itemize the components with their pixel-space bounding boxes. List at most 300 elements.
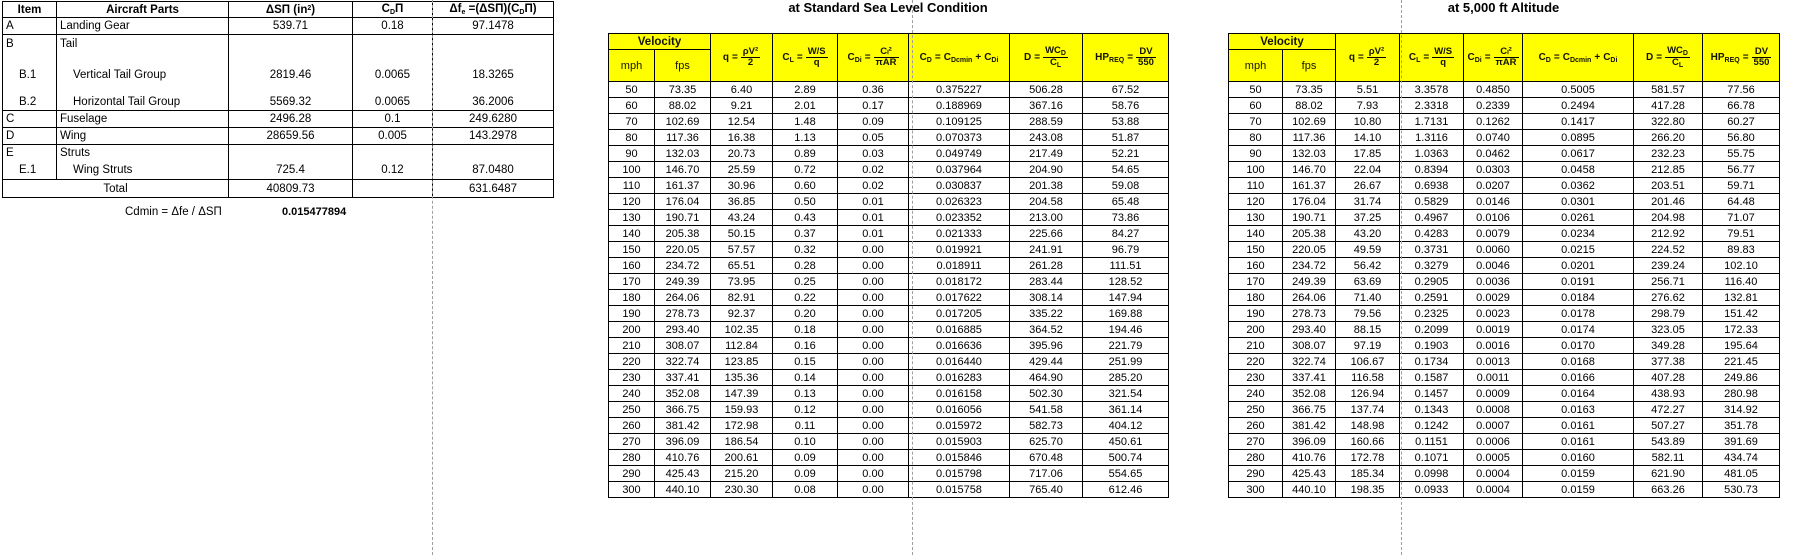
cell[interactable]: 0.0060 — [1464, 242, 1523, 258]
cell[interactable]: 0.2591 — [1400, 290, 1464, 306]
cell[interactable]: 26.67 — [1336, 178, 1400, 194]
col-header-fps[interactable]: fps — [1283, 50, 1336, 82]
cell[interactable]: 203.51 — [1634, 178, 1703, 194]
cell[interactable]: 314.92 — [1703, 402, 1780, 418]
cell[interactable]: 161.37 — [655, 178, 711, 194]
cell[interactable]: 240 — [609, 386, 655, 402]
cell[interactable]: 198.35 — [1336, 482, 1400, 498]
cell[interactable]: 0.109125 — [909, 114, 1010, 130]
cell[interactable]: 161.37 — [1283, 178, 1336, 194]
cell[interactable]: 0.0617 — [1523, 146, 1634, 162]
cell[interactable]: 49.59 — [1336, 242, 1400, 258]
cell[interactable]: 278.73 — [1283, 306, 1336, 322]
cell[interactable]: 352.08 — [1283, 386, 1336, 402]
cell[interactable]: 71.40 — [1336, 290, 1400, 306]
cell[interactable]: 0.00 — [838, 418, 909, 434]
cell[interactable]: 0.00 — [838, 354, 909, 370]
cell[interactable]: 195.64 — [1703, 338, 1780, 354]
col-header-aircraft-parts[interactable]: Aircraft Parts — [57, 2, 229, 18]
cell[interactable]: 234.72 — [1283, 258, 1336, 274]
cell[interactable]: 0.03 — [838, 146, 909, 162]
cell[interactable]: 0.0234 — [1523, 226, 1634, 242]
cell[interactable]: 0.018172 — [909, 274, 1010, 290]
part-cell[interactable]: Fuselage — [57, 111, 229, 128]
cell[interactable]: 53.88 — [1083, 114, 1169, 130]
cell[interactable]: 73.35 — [1283, 82, 1336, 98]
cd-cell[interactable]: 0.1 — [353, 111, 433, 128]
cell[interactable]: 0.0895 — [1523, 130, 1634, 146]
cell[interactable]: 210 — [609, 338, 655, 354]
cell[interactable]: 276.62 — [1634, 290, 1703, 306]
cell[interactable]: 31.74 — [1336, 194, 1400, 210]
cell[interactable]: 67.52 — [1083, 82, 1169, 98]
cell[interactable]: 381.42 — [1283, 418, 1336, 434]
cell[interactable]: 204.98 — [1634, 210, 1703, 226]
cell[interactable]: 322.74 — [655, 354, 711, 370]
cell[interactable]: 0.0303 — [1464, 162, 1523, 178]
cell[interactable]: 58.76 — [1083, 98, 1169, 114]
cell[interactable]: 0.0019 — [1464, 322, 1523, 338]
item-cell[interactable]: E — [3, 145, 57, 162]
cell[interactable]: 0.021333 — [909, 226, 1010, 242]
cell[interactable]: 0.43 — [773, 210, 838, 226]
cell[interactable]: 293.40 — [1283, 322, 1336, 338]
cell[interactable]: 0.72 — [773, 162, 838, 178]
cell[interactable]: 90 — [1229, 146, 1283, 162]
cell[interactable]: 582.11 — [1634, 450, 1703, 466]
cell[interactable]: 0.0174 — [1523, 322, 1634, 338]
cell[interactable]: 0.00 — [838, 258, 909, 274]
cell[interactable]: 9.21 — [711, 98, 773, 114]
cell[interactable]: 0.1242 — [1400, 418, 1464, 434]
cell[interactable]: 337.41 — [655, 370, 711, 386]
cell[interactable]: 264.06 — [655, 290, 711, 306]
cell[interactable]: 172.33 — [1703, 322, 1780, 338]
part-cell[interactable]: Horizontal Tail Group — [57, 84, 229, 111]
cell[interactable]: 0.00 — [838, 370, 909, 386]
cell[interactable]: 0.89 — [773, 146, 838, 162]
cell[interactable]: 0.22 — [773, 290, 838, 306]
cell[interactable]: 250 — [1229, 402, 1283, 418]
cell[interactable]: 215.20 — [711, 466, 773, 482]
cell[interactable]: 0.3279 — [1400, 258, 1464, 274]
cell[interactable]: 0.32 — [773, 242, 838, 258]
cell[interactable]: 500.74 — [1083, 450, 1169, 466]
cell[interactable]: 0.0011 — [1464, 370, 1523, 386]
col-header-d[interactable]: D = $\frac{WC_D}{C_L}$ — [1634, 34, 1703, 82]
cell[interactable]: 293.40 — [655, 322, 711, 338]
cell[interactable]: 221.79 — [1083, 338, 1169, 354]
cell[interactable]: 146.70 — [655, 162, 711, 178]
cell[interactable]: 0.00 — [838, 434, 909, 450]
cell[interactable]: 322.80 — [1634, 114, 1703, 130]
cell[interactable]: 100 — [1229, 162, 1283, 178]
cell[interactable]: 0.05 — [838, 130, 909, 146]
cell[interactable]: 0.016636 — [909, 338, 1010, 354]
cell[interactable]: 82.91 — [711, 290, 773, 306]
cell[interactable]: 0.0004 — [1464, 482, 1523, 498]
cell[interactable]: 220 — [1229, 354, 1283, 370]
cell[interactable]: 200 — [609, 322, 655, 338]
cell[interactable]: 0.4967 — [1400, 210, 1464, 226]
cell[interactable]: 0.023352 — [909, 210, 1010, 226]
cell[interactable]: 0.188969 — [909, 98, 1010, 114]
cell[interactable]: 0.0163 — [1523, 402, 1634, 418]
cell[interactable]: 434.74 — [1703, 450, 1780, 466]
cell[interactable]: 582.73 — [1010, 418, 1083, 434]
cell[interactable]: 530.73 — [1703, 482, 1780, 498]
part-cell[interactable]: Landing Gear — [57, 18, 229, 35]
cell[interactable]: 0.09 — [773, 466, 838, 482]
cell[interactable]: 88.15 — [1336, 322, 1400, 338]
cell[interactable]: 0.0009 — [1464, 386, 1523, 402]
cell[interactable]: 391.69 — [1703, 434, 1780, 450]
item-cell[interactable]: A — [3, 18, 57, 35]
cell[interactable]: 351.78 — [1703, 418, 1780, 434]
cell[interactable]: 0.0933 — [1400, 482, 1464, 498]
cell[interactable]: 298.79 — [1634, 306, 1703, 322]
cell[interactable]: 396.09 — [1283, 434, 1336, 450]
cell[interactable]: 0.017622 — [909, 290, 1010, 306]
cell[interactable]: 0.09 — [773, 450, 838, 466]
cell[interactable]: 0.016283 — [909, 370, 1010, 386]
cell[interactable]: 0.0215 — [1523, 242, 1634, 258]
cell[interactable]: 190 — [1229, 306, 1283, 322]
cell[interactable]: 308.07 — [1283, 338, 1336, 354]
cell[interactable]: 205.38 — [655, 226, 711, 242]
cell[interactable]: 56.77 — [1703, 162, 1780, 178]
cell[interactable]: 0.2325 — [1400, 306, 1464, 322]
cell[interactable]: 37.25 — [1336, 210, 1400, 226]
cell[interactable]: 160.66 — [1336, 434, 1400, 450]
cell[interactable]: 0.1262 — [1464, 114, 1523, 130]
cell[interactable]: 80 — [1229, 130, 1283, 146]
dfe-cell[interactable]: 97.1478 — [433, 18, 554, 35]
cell[interactable]: 186.54 — [711, 434, 773, 450]
cell[interactable]: 323.05 — [1634, 322, 1703, 338]
cell[interactable]: 670.48 — [1010, 450, 1083, 466]
cell[interactable]: 472.27 — [1634, 402, 1703, 418]
area-cell[interactable] — [229, 35, 353, 54]
item-cell[interactable]: E.1 — [3, 161, 57, 180]
cell[interactable]: 261.28 — [1010, 258, 1083, 274]
cd-cell[interactable] — [353, 35, 433, 54]
col-header-cl[interactable]: $C_L$ = $\frac{W/S}{q}$ — [773, 34, 838, 82]
cell[interactable]: 220.05 — [655, 242, 711, 258]
cell[interactable]: 0.8394 — [1400, 162, 1464, 178]
cell[interactable]: 12.54 — [711, 114, 773, 130]
area-cell[interactable]: 725.4 — [229, 161, 353, 180]
cell[interactable]: 60.27 — [1703, 114, 1780, 130]
cell[interactable]: 0.17 — [838, 98, 909, 114]
cell[interactable]: 0.030837 — [909, 178, 1010, 194]
item-cell[interactable]: D — [3, 128, 57, 145]
cell[interactable]: 410.76 — [655, 450, 711, 466]
cell[interactable]: 0.0191 — [1523, 274, 1634, 290]
cell[interactable]: 25.59 — [711, 162, 773, 178]
cell[interactable]: 0.049749 — [909, 146, 1010, 162]
cell[interactable]: 205.38 — [1283, 226, 1336, 242]
cell[interactable]: 0.0106 — [1464, 210, 1523, 226]
cell[interactable]: 0.60 — [773, 178, 838, 194]
col-header-d[interactable]: D = $\frac{WC_D}{C_L}$ — [1010, 34, 1083, 82]
col-header-delta-fe[interactable]: $\Delta f_e =(\Delta S\Pi)(C_D\Pi)$ — [433, 2, 554, 18]
cell[interactable]: 0.016158 — [909, 386, 1010, 402]
cell[interactable]: 30.96 — [711, 178, 773, 194]
cell[interactable]: 308.07 — [655, 338, 711, 354]
cell[interactable]: 59.71 — [1703, 178, 1780, 194]
cell[interactable]: 440.10 — [655, 482, 711, 498]
cell[interactable]: 0.015903 — [909, 434, 1010, 450]
cell[interactable]: 1.7131 — [1400, 114, 1464, 130]
cell[interactable]: 201.46 — [1634, 194, 1703, 210]
cell[interactable]: 361.14 — [1083, 402, 1169, 418]
cell[interactable]: 0.0998 — [1400, 466, 1464, 482]
cell[interactable]: 0.5829 — [1400, 194, 1464, 210]
cell[interactable]: 0.0458 — [1523, 162, 1634, 178]
cell[interactable]: 0.0301 — [1523, 194, 1634, 210]
cell[interactable]: 120 — [609, 194, 655, 210]
cell[interactable]: 116.40 — [1703, 274, 1780, 290]
cell[interactable]: 249.39 — [1283, 274, 1336, 290]
cell[interactable]: 65.51 — [711, 258, 773, 274]
item-cell[interactable]: B.2 — [3, 84, 57, 111]
cell[interactable]: 102.10 — [1703, 258, 1780, 274]
cell[interactable]: 335.22 — [1010, 306, 1083, 322]
cell[interactable]: 0.2905 — [1400, 274, 1464, 290]
cell[interactable]: 260 — [1229, 418, 1283, 434]
cell[interactable]: 230 — [1229, 370, 1283, 386]
cell[interactable]: 249.39 — [655, 274, 711, 290]
cell[interactable]: 0.0004 — [1464, 466, 1523, 482]
cell[interactable]: 240 — [1229, 386, 1283, 402]
cell[interactable]: 225.66 — [1010, 226, 1083, 242]
cell[interactable]: 0.4283 — [1400, 226, 1464, 242]
cd-cell[interactable]: 0.12 — [353, 161, 433, 180]
cell[interactable]: 0.0184 — [1523, 290, 1634, 306]
cell[interactable]: 0.14 — [773, 370, 838, 386]
cell[interactable]: 180 — [1229, 290, 1283, 306]
cell[interactable]: 194.46 — [1083, 322, 1169, 338]
cell[interactable]: 190.71 — [655, 210, 711, 226]
cell[interactable]: 0.070373 — [909, 130, 1010, 146]
cell[interactable]: 185.34 — [1336, 466, 1400, 482]
cell[interactable]: 1.13 — [773, 130, 838, 146]
cell[interactable]: 0.15 — [773, 354, 838, 370]
cell[interactable]: 0.0029 — [1464, 290, 1523, 306]
dfe-cell[interactable]: 249.6280 — [433, 111, 554, 128]
cell[interactable]: 2.3318 — [1400, 98, 1464, 114]
cell[interactable]: 0.25 — [773, 274, 838, 290]
cell[interactable]: 322.74 — [1283, 354, 1336, 370]
cell[interactable]: 506.28 — [1010, 82, 1083, 98]
cell[interactable]: 77.56 — [1703, 82, 1780, 98]
cell[interactable]: 429.44 — [1010, 354, 1083, 370]
cell[interactable]: 213.00 — [1010, 210, 1083, 226]
cell[interactable]: 0.015798 — [909, 466, 1010, 482]
cell[interactable]: 66.78 — [1703, 98, 1780, 114]
cell[interactable]: 0.0166 — [1523, 370, 1634, 386]
cell[interactable]: 264.06 — [1283, 290, 1336, 306]
cell[interactable]: 106.67 — [1336, 354, 1400, 370]
dfe-cell[interactable]: 87.0480 — [433, 161, 554, 180]
cell[interactable]: 51.87 — [1083, 130, 1169, 146]
cell[interactable]: 0.0168 — [1523, 354, 1634, 370]
cell[interactable]: 212.92 — [1634, 226, 1703, 242]
cell[interactable]: 0.0013 — [1464, 354, 1523, 370]
cell[interactable]: 79.56 — [1336, 306, 1400, 322]
cell[interactable]: 110 — [1229, 178, 1283, 194]
cell[interactable]: 204.90 — [1010, 162, 1083, 178]
cell[interactable]: 1.0363 — [1400, 146, 1464, 162]
velocity-header[interactable]: Velocity — [1229, 34, 1336, 50]
cell[interactable]: 280 — [1229, 450, 1283, 466]
cell[interactable]: 111.51 — [1083, 258, 1169, 274]
col-header-hp[interactable]: $HP_{REQ}$ = $\frac{DV}{550}$ — [1083, 34, 1169, 82]
cell[interactable]: 169.88 — [1083, 306, 1169, 322]
cell[interactable]: 0.0261 — [1523, 210, 1634, 226]
cell[interactable]: 6.40 — [711, 82, 773, 98]
col-header-cdi[interactable]: $C_{Di}$ = $\frac{\text{Cₗ²}}{\text{πAR}}$ — [1464, 34, 1523, 82]
cell[interactable]: 0.0036 — [1464, 274, 1523, 290]
cd-cell[interactable]: 0.0065 — [353, 84, 433, 111]
dfe-cell[interactable]: 143.2978 — [433, 128, 554, 145]
cell[interactable]: 364.52 — [1010, 322, 1083, 338]
col-header-cd[interactable]: $C_D$ = $C_{Dcmin}$ + $C_{Di}$ — [1523, 34, 1634, 82]
cell[interactable]: 0.0159 — [1523, 466, 1634, 482]
cell[interactable]: 0.0161 — [1523, 434, 1634, 450]
cell[interactable]: 130 — [609, 210, 655, 226]
cell[interactable]: 0.016440 — [909, 354, 1010, 370]
cell[interactable]: 0.0023 — [1464, 306, 1523, 322]
cell[interactable]: 0.2099 — [1400, 322, 1464, 338]
cell[interactable]: 117.36 — [1283, 130, 1336, 146]
cell[interactable]: 0.1417 — [1523, 114, 1634, 130]
cell[interactable]: 16.38 — [711, 130, 773, 146]
cell[interactable]: 0.00 — [838, 466, 909, 482]
dfe-cell[interactable]: 36.2006 — [433, 84, 554, 111]
cell[interactable]: 230.30 — [711, 482, 773, 498]
cell[interactable]: 73.95 — [711, 274, 773, 290]
part-cell[interactable]: Struts — [57, 145, 229, 162]
cell[interactable]: 0.0016 — [1464, 338, 1523, 354]
cell[interactable]: 256.71 — [1634, 274, 1703, 290]
cell[interactable]: 239.24 — [1634, 258, 1703, 274]
cell[interactable]: 0.1734 — [1400, 354, 1464, 370]
cell[interactable]: 150 — [609, 242, 655, 258]
cell[interactable]: 0.16 — [773, 338, 838, 354]
col-header-q[interactable]: q = $\frac{\text{ρV²}}{2}$ — [1336, 34, 1400, 82]
cell[interactable]: 102.69 — [1283, 114, 1336, 130]
dfe-cell[interactable]: 18.3265 — [433, 53, 554, 84]
cell[interactable]: 0.0007 — [1464, 418, 1523, 434]
cell[interactable]: 300 — [1229, 482, 1283, 498]
cell[interactable]: 43.20 — [1336, 226, 1400, 242]
cell[interactable]: 249.86 — [1703, 370, 1780, 386]
cell[interactable]: 250 — [609, 402, 655, 418]
cell[interactable]: 278.73 — [655, 306, 711, 322]
cell[interactable]: 54.65 — [1083, 162, 1169, 178]
cell[interactable]: 221.45 — [1703, 354, 1780, 370]
cell[interactable]: 464.90 — [1010, 370, 1083, 386]
cell[interactable]: 0.019921 — [909, 242, 1010, 258]
cell[interactable]: 0.3731 — [1400, 242, 1464, 258]
cell[interactable]: 0.0005 — [1464, 450, 1523, 466]
cell[interactable]: 50 — [609, 82, 655, 98]
cell[interactable]: 417.28 — [1634, 98, 1703, 114]
cell[interactable]: 172.98 — [711, 418, 773, 434]
cell[interactable]: 147.39 — [711, 386, 773, 402]
part-cell[interactable]: Wing Struts — [57, 161, 229, 180]
cell[interactable]: 440.10 — [1283, 482, 1336, 498]
total-label-cell[interactable]: Total — [3, 180, 229, 198]
cell[interactable]: 0.0006 — [1464, 434, 1523, 450]
cell[interactable]: 102.35 — [711, 322, 773, 338]
cell[interactable]: 0.1457 — [1400, 386, 1464, 402]
cell[interactable]: 663.26 — [1634, 482, 1703, 498]
cell[interactable]: 17.85 — [1336, 146, 1400, 162]
cell[interactable]: 621.90 — [1634, 466, 1703, 482]
cell[interactable]: 0.5005 — [1523, 82, 1634, 98]
cell[interactable]: 0.037964 — [909, 162, 1010, 178]
cell[interactable]: 0.0161 — [1523, 418, 1634, 434]
cell[interactable]: 0.0178 — [1523, 306, 1634, 322]
cell[interactable]: 151.42 — [1703, 306, 1780, 322]
cell[interactable]: 0.1071 — [1400, 450, 1464, 466]
cell[interactable]: 0.0164 — [1523, 386, 1634, 402]
cell[interactable]: 150 — [1229, 242, 1283, 258]
cell[interactable]: 507.27 — [1634, 418, 1703, 434]
cell[interactable]: 59.08 — [1083, 178, 1169, 194]
cell[interactable]: 140 — [609, 226, 655, 242]
cell[interactable]: 2.01 — [773, 98, 838, 114]
cell[interactable]: 0.00 — [838, 322, 909, 338]
cell[interactable]: 300 — [609, 482, 655, 498]
total-cd-cell[interactable] — [353, 180, 433, 198]
cell[interactable]: 112.84 — [711, 338, 773, 354]
cell[interactable]: 117.36 — [655, 130, 711, 146]
cell[interactable]: 89.83 — [1703, 242, 1780, 258]
cell[interactable]: 1.48 — [773, 114, 838, 130]
cell[interactable]: 280 — [609, 450, 655, 466]
cell[interactable]: 5.51 — [1336, 82, 1400, 98]
area-cell[interactable]: 539.71 — [229, 18, 353, 35]
cell[interactable]: 110 — [609, 178, 655, 194]
cell[interactable]: 97.19 — [1336, 338, 1400, 354]
cell[interactable]: 224.52 — [1634, 242, 1703, 258]
cell[interactable]: 410.76 — [1283, 450, 1336, 466]
cell[interactable]: 210 — [1229, 338, 1283, 354]
area-cell[interactable]: 2496.28 — [229, 111, 353, 128]
cell[interactable]: 0.0362 — [1523, 178, 1634, 194]
cell[interactable]: 234.72 — [655, 258, 711, 274]
total-area-cell[interactable]: 40809.73 — [229, 180, 353, 198]
cell[interactable]: 88.02 — [655, 98, 711, 114]
cell[interactable]: 135.36 — [711, 370, 773, 386]
cell[interactable]: 404.12 — [1083, 418, 1169, 434]
cell[interactable]: 172.78 — [1336, 450, 1400, 466]
item-cell[interactable]: B.1 — [3, 53, 57, 84]
cell[interactable]: 283.44 — [1010, 274, 1083, 290]
cell[interactable]: 0.1151 — [1400, 434, 1464, 450]
cd-cell[interactable]: 0.005 — [353, 128, 433, 145]
cell[interactable]: 321.54 — [1083, 386, 1169, 402]
cell[interactable]: 130 — [1229, 210, 1283, 226]
cell[interactable]: 22.04 — [1336, 162, 1400, 178]
cell[interactable]: 220 — [609, 354, 655, 370]
cell[interactable]: 0.018911 — [909, 258, 1010, 274]
cell[interactable]: 0.00 — [838, 386, 909, 402]
